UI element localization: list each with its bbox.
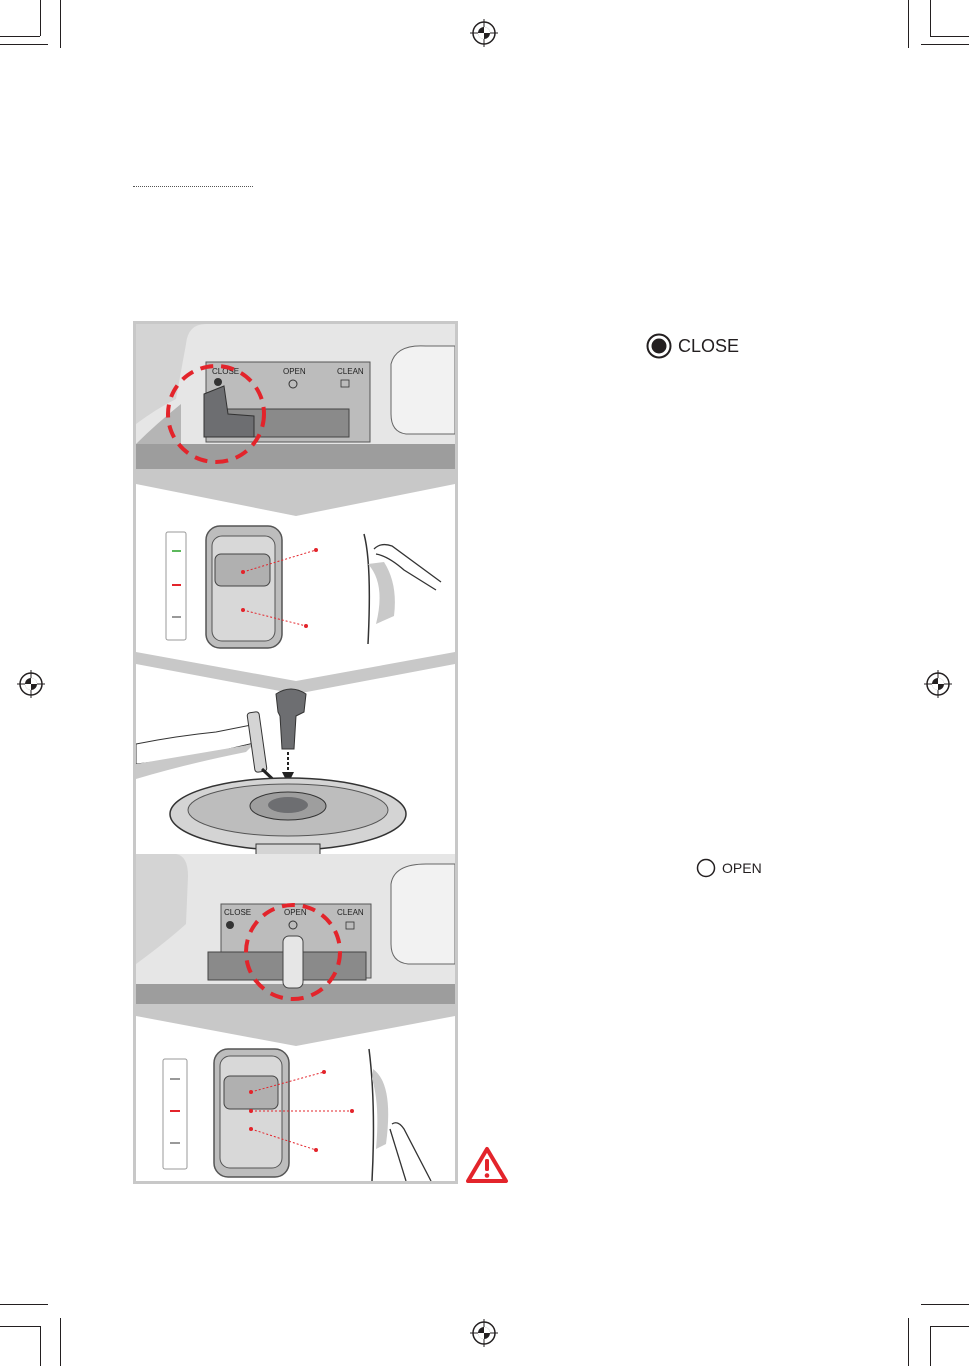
instruction-illustration xyxy=(133,321,458,1184)
close-dot-icon xyxy=(214,378,222,386)
label-open: OPEN xyxy=(283,367,306,376)
filled-circle-icon xyxy=(646,333,672,359)
registration-mark-icon xyxy=(470,1319,498,1347)
lever xyxy=(283,936,303,988)
step-panel-filter xyxy=(166,526,441,648)
empty-circle-icon xyxy=(696,858,716,878)
crop-mark xyxy=(930,36,969,37)
crop-mark xyxy=(930,1326,969,1327)
close-indicator xyxy=(646,333,739,359)
crop-mark xyxy=(0,36,40,37)
label-open: OPEN xyxy=(284,908,307,917)
crop-mark xyxy=(60,1318,61,1366)
registration-mark-icon xyxy=(17,670,45,698)
open-indicator xyxy=(696,858,762,878)
crop-mark xyxy=(0,44,48,45)
step-panel-close xyxy=(136,324,455,469)
crop-mark xyxy=(0,1326,40,1327)
close-indicator-label: CLOSE xyxy=(678,335,740,356)
warning-triangle-icon xyxy=(465,1146,509,1184)
registration-mark-icon xyxy=(924,670,952,698)
open-indicator-label: OPEN xyxy=(722,860,762,876)
crop-mark xyxy=(921,44,969,45)
dotted-rule xyxy=(133,186,253,187)
step-panel-filter-2 xyxy=(163,1049,431,1181)
crop-mark xyxy=(60,0,61,48)
registration-mark-icon xyxy=(470,19,498,47)
crop-mark xyxy=(930,0,931,36)
crop-mark xyxy=(921,1304,969,1305)
crop-mark xyxy=(0,1304,48,1305)
label-clean: CLEAN xyxy=(337,367,364,376)
close-dot-icon xyxy=(226,921,234,929)
crop-mark xyxy=(40,1326,41,1366)
crop-mark xyxy=(908,1318,909,1366)
crop-mark xyxy=(908,0,909,48)
label-clean: CLEAN xyxy=(337,908,364,917)
step-panel-open xyxy=(136,854,455,1004)
crop-mark xyxy=(40,0,41,36)
label-close: CLOSE xyxy=(212,367,240,376)
crop-mark xyxy=(930,1326,931,1366)
label-close: CLOSE xyxy=(224,908,252,917)
